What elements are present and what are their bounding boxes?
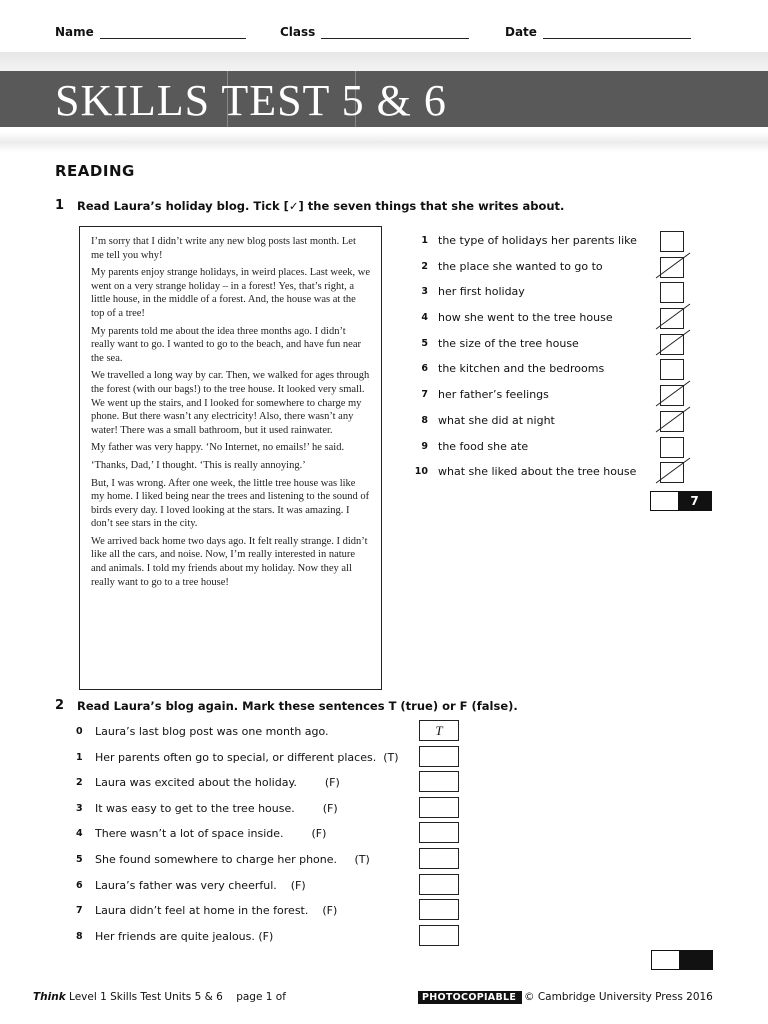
- answer-box[interactable]: [419, 899, 459, 920]
- q2-item: [76, 720, 476, 746]
- passage-paragraph: We arrived back home two days ago. It felt really strange. I didn’t like all the cars, and noise. Now, I’m really interested in nature and animals. I told my friends about my holiday. Now they all really want to go to a tree house!: [91, 535, 368, 588]
- score-value: 7: [678, 492, 711, 510]
- item-text: the food she ate: [438, 439, 529, 453]
- answer-box[interactable]: [419, 822, 459, 843]
- footer-right: [418, 991, 713, 1004]
- item-number: 2: [76, 777, 83, 789]
- item-number: 5: [76, 853, 83, 865]
- answer-box[interactable]: [419, 797, 459, 818]
- item-number: 6: [421, 363, 428, 375]
- item-text: her father’s feelings: [438, 388, 549, 402]
- item-text: her first holiday: [438, 285, 525, 299]
- footer-left: [33, 991, 286, 1003]
- footer-text: Level 1 Skills Test Units 5 & 6 page 1 of: [65, 991, 286, 1003]
- item-text: Laura didn’t feel at home in the forest. (F): [95, 904, 338, 918]
- question-1-score: [650, 491, 712, 511]
- name-label: Name: [55, 25, 94, 39]
- passage-paragraph: My parents enjoy strange holidays, in weird places. Last week, we went on a very strange holiday – in a forest! Yes, that’s right, a little house, in the middle of a forest. And, the house was at the top of a tree!: [91, 267, 371, 319]
- item-text: Her friends are quite jealous. (F): [95, 929, 274, 943]
- answer-box[interactable]: [419, 746, 459, 767]
- item-text: It was easy to get to the tree house. (F): [95, 801, 338, 815]
- copyright: © Cambridge University Press 2016: [524, 991, 713, 1003]
- item-number: 5: [421, 337, 428, 349]
- score-value: [679, 951, 712, 969]
- passage-paragraph: ‘Thanks, Dad,’ I thought. ‘This is really annoying.’: [91, 459, 306, 471]
- date-line[interactable]: [543, 26, 691, 39]
- question-1-instruction: Read Laura’s holiday blog. Tick [✓] the seven things that she writes about.: [77, 199, 565, 213]
- q1-item: [412, 410, 712, 436]
- item-text: the kitchen and the bedrooms: [438, 362, 605, 376]
- tick-mark-icon: [653, 406, 691, 436]
- question-2-list: [76, 720, 476, 950]
- q1-item: [412, 461, 712, 487]
- answer-box[interactable]: T: [419, 720, 459, 741]
- blog-passage: [79, 226, 382, 690]
- q2-item: [76, 848, 476, 874]
- item-text: what she liked about the tree house: [438, 465, 637, 479]
- class-line[interactable]: [321, 26, 469, 39]
- item-text: the type of holidays her parents like: [438, 234, 637, 247]
- item-text: what she did at night: [438, 413, 555, 427]
- item-number: 1: [421, 235, 428, 246]
- item-text: She found somewhere to charge her phone. (T): [95, 852, 370, 866]
- photocopiable-badge: PHOTOCOPIABLE: [418, 991, 522, 1004]
- item-number: 1: [76, 751, 83, 763]
- item-number: 9: [421, 440, 428, 452]
- question-2-score: [651, 950, 713, 970]
- banner-title: SKILLS TEST 5 & 6: [55, 76, 447, 125]
- date-field[interactable]: [505, 25, 691, 39]
- question-1-list: [412, 230, 712, 487]
- tick-box[interactable]: [660, 282, 684, 303]
- passage-paragraph: I’m sorry that I didn’t write any new blog posts last month. Let me tell you why!: [91, 236, 356, 261]
- q2-item: [76, 899, 476, 925]
- tick-box[interactable]: [660, 359, 684, 380]
- item-number: 3: [76, 802, 83, 814]
- item-number: 8: [421, 414, 428, 426]
- item-text: Laura’s last blog post was one month ago.: [95, 725, 329, 738]
- item-number: 2: [421, 260, 428, 272]
- answer-box[interactable]: [419, 874, 459, 895]
- question-1-number: 1: [55, 198, 65, 213]
- tick-mark-icon: [653, 329, 691, 359]
- item-number: 3: [421, 286, 428, 298]
- title-banner: [0, 71, 768, 127]
- q2-item: [76, 874, 476, 900]
- passage-paragraph: We travelled a long way by car. Then, we walked for ages through the forest (with our bags!) to the tree house. It looked very small. We went up the stairs, and I looked for somewhere to charge my phone. But there wasn’t any electricity! Also, there wasn’t any water! There was a small bathroom, but it used rainwater.: [91, 370, 370, 436]
- q2-item: [76, 925, 476, 951]
- item-text: the size of the tree house: [438, 336, 579, 350]
- answer-box[interactable]: [419, 771, 459, 792]
- passage-paragraph: But, I was wrong. After one week, the little tree house was like my home. I liked being near the trees and listening to the sound of birds every day. I loved looking at the stars. It was amazing. I don’t see stars in the city.: [91, 477, 370, 530]
- item-number: 6: [76, 879, 83, 891]
- item-number: 4: [76, 828, 83, 840]
- passage-paragraph: My father was very happy. ‘No Internet, no emails!’ he said.: [91, 442, 345, 454]
- item-number: 10: [414, 466, 428, 478]
- class-field[interactable]: [280, 25, 469, 39]
- item-text: Laura’s father was very cheerful. (F): [95, 878, 306, 892]
- item-text: Her parents often go to special, or different places. (T): [95, 750, 399, 764]
- name-line[interactable]: [100, 26, 246, 39]
- class-label: Class: [280, 25, 316, 39]
- question-2-instruction: Read Laura’s blog again. Mark these sentences T (true) or F (false).: [77, 699, 518, 713]
- item-number: 4: [421, 312, 428, 324]
- q2-item: [76, 746, 476, 772]
- tick-box[interactable]: [660, 231, 684, 252]
- q2-item: [76, 822, 476, 848]
- item-text: Laura was excited about the holiday. (F): [95, 776, 340, 790]
- name-field[interactable]: [55, 25, 246, 39]
- item-number: 7: [421, 389, 428, 401]
- item-number: 0: [76, 726, 83, 737]
- book-title: Think: [33, 991, 66, 1003]
- item-text: There wasn’t a lot of space inside. (F): [95, 827, 327, 841]
- q1-item: [412, 256, 712, 282]
- passage-paragraph: My parents told me about the idea three months ago. I didn’t really want to go. I wanted to go to the beach, and have fun near the sea.: [91, 325, 361, 364]
- date-label: Date: [505, 25, 537, 39]
- item-text: how she went to the tree house: [438, 311, 613, 325]
- q1-item: [412, 333, 712, 359]
- question-2-number: 2: [55, 698, 65, 713]
- tick-box[interactable]: [660, 437, 684, 458]
- item-text: the place she wanted to go to: [438, 259, 603, 273]
- tick-mark-icon: [653, 252, 691, 282]
- item-number: 8: [76, 930, 83, 942]
- q2-item: [76, 771, 476, 797]
- header-fields: [0, 25, 768, 45]
- tick-mark-icon: [653, 457, 691, 487]
- answer-box[interactable]: [419, 848, 459, 869]
- q2-item: [76, 797, 476, 823]
- section-title: READING: [55, 162, 135, 180]
- answer-box[interactable]: [419, 925, 459, 946]
- item-number: 7: [76, 905, 83, 917]
